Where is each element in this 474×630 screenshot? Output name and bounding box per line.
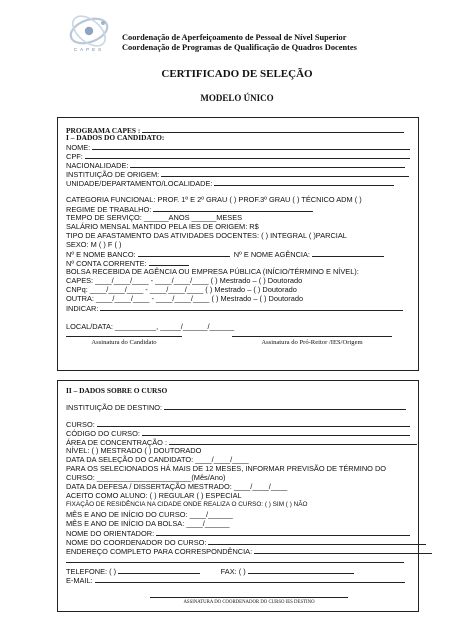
banco-field[interactable]: Nº E NOME BANCO: Nº E NOME AGÊNCIA: <box>66 250 384 258</box>
orientador-field[interactable]: NOME DO ORIENTADOR: <box>66 529 410 537</box>
section2-heading: II – DADOS SOBRE O CURSO <box>66 386 168 395</box>
unidade-field[interactable]: UNIDADE/DEPARTAMENTO/LOCALIDADE: <box>66 179 394 187</box>
inicio-bolsa-field[interactable]: MÊS E ANO DE INÍCIO DA BOLSA: ____/______ <box>66 519 230 528</box>
conta-field[interactable]: Nº CONTA CORRENTE: <box>66 259 189 267</box>
aceito-aluno-field[interactable]: ACEITO COMO ALUNO: ( ) REGULAR ( ) ESPECIAL <box>66 491 242 500</box>
cpf-field[interactable]: CPF: <box>66 152 410 160</box>
endereco-line2[interactable] <box>66 556 404 564</box>
nivel-field[interactable]: NÍVEL: ( ) MESTRADO ( ) DOUTORADO <box>66 446 202 455</box>
nacionalidade-field[interactable]: NACIONALIDADE: <box>66 161 405 169</box>
previsao-termino-field[interactable]: CURSO: _______________________(Mês/Ano) <box>66 473 226 482</box>
instituicao-destino-field[interactable]: INSTITUIÇÃO DE DESTINO: <box>66 403 406 411</box>
candidate-signature-line: Assinatura do Candidato <box>66 336 182 346</box>
curso-field[interactable]: CURSO: <box>66 420 410 428</box>
page-title: CERTIFICADO DE SELEÇÃO <box>161 68 313 80</box>
telefone-field[interactable]: TELEFONE: ( ) FAX: ( ) <box>66 567 354 575</box>
tipo-afastamento[interactable]: TIPO DE AFASTAMENTO DAS ATIVIDADES DOCENTES: ( ) INTEGRAL ( )PARCIAL <box>66 231 347 240</box>
programa-field[interactable]: PROGRAMA CAPES : <box>66 126 404 134</box>
candidate-data-section <box>57 117 419 371</box>
page-subtitle: MODELO ÚNICO <box>200 93 274 103</box>
email-field[interactable]: E-MAIL: <box>66 576 405 584</box>
selecionados-note: PARA OS SELECIONADOS HÁ MAIS DE 12 MESES, INFORMAR PREVISÃO DE TÉRMINO DO <box>66 464 387 473</box>
org-name-line2: Coordenação de Programas de Qualificação de Quadros Docentes <box>122 43 357 52</box>
bolsa-cnpq[interactable]: CNPq: ____/____/____ - ____/____/____ ( ) Mestrado – ( ) Doutorado <box>66 285 297 294</box>
data-selecao-field[interactable]: DATA DA SELEÇÃO DO CANDIDATO: ____/____/____ <box>66 455 249 464</box>
course-data-section <box>57 380 419 612</box>
bolsa-outra[interactable]: OUTRA: ____/____/____ - ____/____/____ ( ) Mestrado – ( ) Doutorado <box>66 294 304 303</box>
residencia-field[interactable]: FIXAÇÃO DE RESIDÊNCIA NA CIDADE ONDE REALIZA O CURSO: ( ) SIM ( ) NÃO <box>66 501 308 508</box>
nome-field[interactable]: NOME: <box>66 143 410 151</box>
logo-caption: CAPES <box>73 47 105 52</box>
inicio-curso-field[interactable]: MÊS E ANO DE INÍCIO DO CURSO: ____/______ <box>66 510 233 519</box>
bolsa-heading: BOLSA RECEBIDA DE AGÊNCIA OU EMPRESA PÚBLICA (INÍCIO/TÉRMINO E NÍVEL): <box>66 267 359 276</box>
section1-heading: I – DADOS DO CANDIDATO: <box>66 133 165 142</box>
salario-field[interactable]: SALÁRIO MENSAL MANTIDO PELA IES DE ORIGEM: R$ <box>66 222 259 231</box>
indicar-field[interactable]: INDICAR: <box>66 304 403 312</box>
org-name-line1: Coordenação de Aperfeiçoamento de Pessoal de Nível Superior <box>122 33 347 42</box>
pro-reitor-signature-line: Assinatura do Pró-Reitor /IES/Origem <box>232 336 392 346</box>
data-defesa-field[interactable]: DATA DA DEFESA / DISSERTAÇÃO MESTRADO: ____/____/____ <box>66 482 288 491</box>
categoria-funcional[interactable]: CATEGORIA FUNCIONAL: PROF. 1º E 2º GRAU ( ) PROF.3º GRAU ( ) TÉCNICO ADM ( ) <box>66 195 362 204</box>
document-header <box>0 0 474 62</box>
tempo-servico[interactable]: TEMPO DE SERVIÇO: ______ANOS ______MESES <box>66 213 243 222</box>
local-data-field[interactable]: LOCAL/DATA: __________, _____/______/______ <box>66 322 235 331</box>
endereco-field[interactable]: ENDEREÇO COMPLETO PARA CORRESPONDÊNCIA: <box>66 547 432 555</box>
coordenador-field[interactable]: NOME DO COORDENADOR DO CURSO: <box>66 538 426 546</box>
codigo-curso-field[interactable]: CÓDIGO DO CURSO: <box>66 429 410 437</box>
instituicao-origem-field[interactable]: INSTITUIÇÃO DE ORIGEM: <box>66 170 409 178</box>
regime-field[interactable]: REGIME DE TRABALHO: <box>66 205 313 213</box>
area-field[interactable]: ÁREA DE CONCENTRAÇÃO : <box>66 438 417 446</box>
bolsa-capes[interactable]: CAPES: ____/____/____ - ____/____/____ ( ) Mestrado – ( ) Doutorado <box>66 276 303 285</box>
coordinator-signature-line: ASSINATURA DO COORDENADOR DO CURSO IES DESTINO <box>150 597 348 605</box>
sexo-field[interactable]: SEXO: M ( ) F ( ) <box>66 240 122 249</box>
